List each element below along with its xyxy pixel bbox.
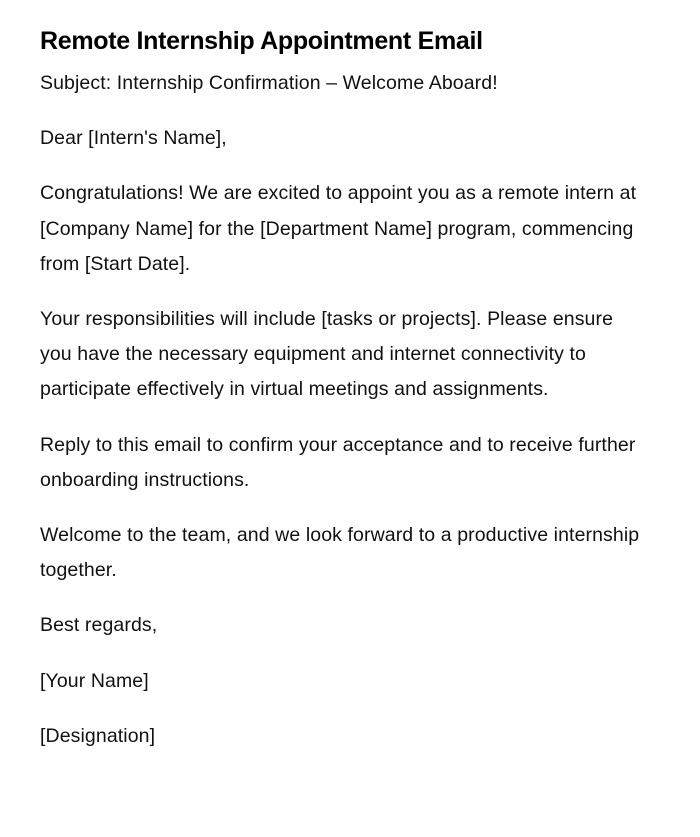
body-paragraph-responsibilities: Your responsibilities will include [tasks or projects]. Please ensure you have the necessary equipment and internet connectivity to participate effectively in virtual meetings and assignments. bbox=[40, 308, 614, 401]
email-subject: Subject: Internship Confirmation – Welcome Aboard! bbox=[40, 72, 498, 94]
sender-name: [Your Name] bbox=[40, 669, 149, 692]
email-greeting: Dear [Intern's Name], bbox=[40, 127, 227, 150]
body-paragraph-welcome: Welcome to the team, and we look forward to a productive internship together. bbox=[40, 524, 640, 582]
email-closing: Best regards, bbox=[40, 614, 158, 637]
body-paragraph-congratulations: Congratulations! We are excited to appoint you as a remote intern at [Company Name] for the [Department Name] program, commencing from [Start Date]. bbox=[40, 182, 637, 275]
body-paragraph-reply-instructions: Reply to this email to confirm your acceptance and to receive further onboarding instructions. bbox=[40, 433, 636, 491]
document-title: Remote Internship Appointment Email bbox=[40, 27, 483, 55]
sender-designation: [Designation] bbox=[40, 724, 156, 747]
